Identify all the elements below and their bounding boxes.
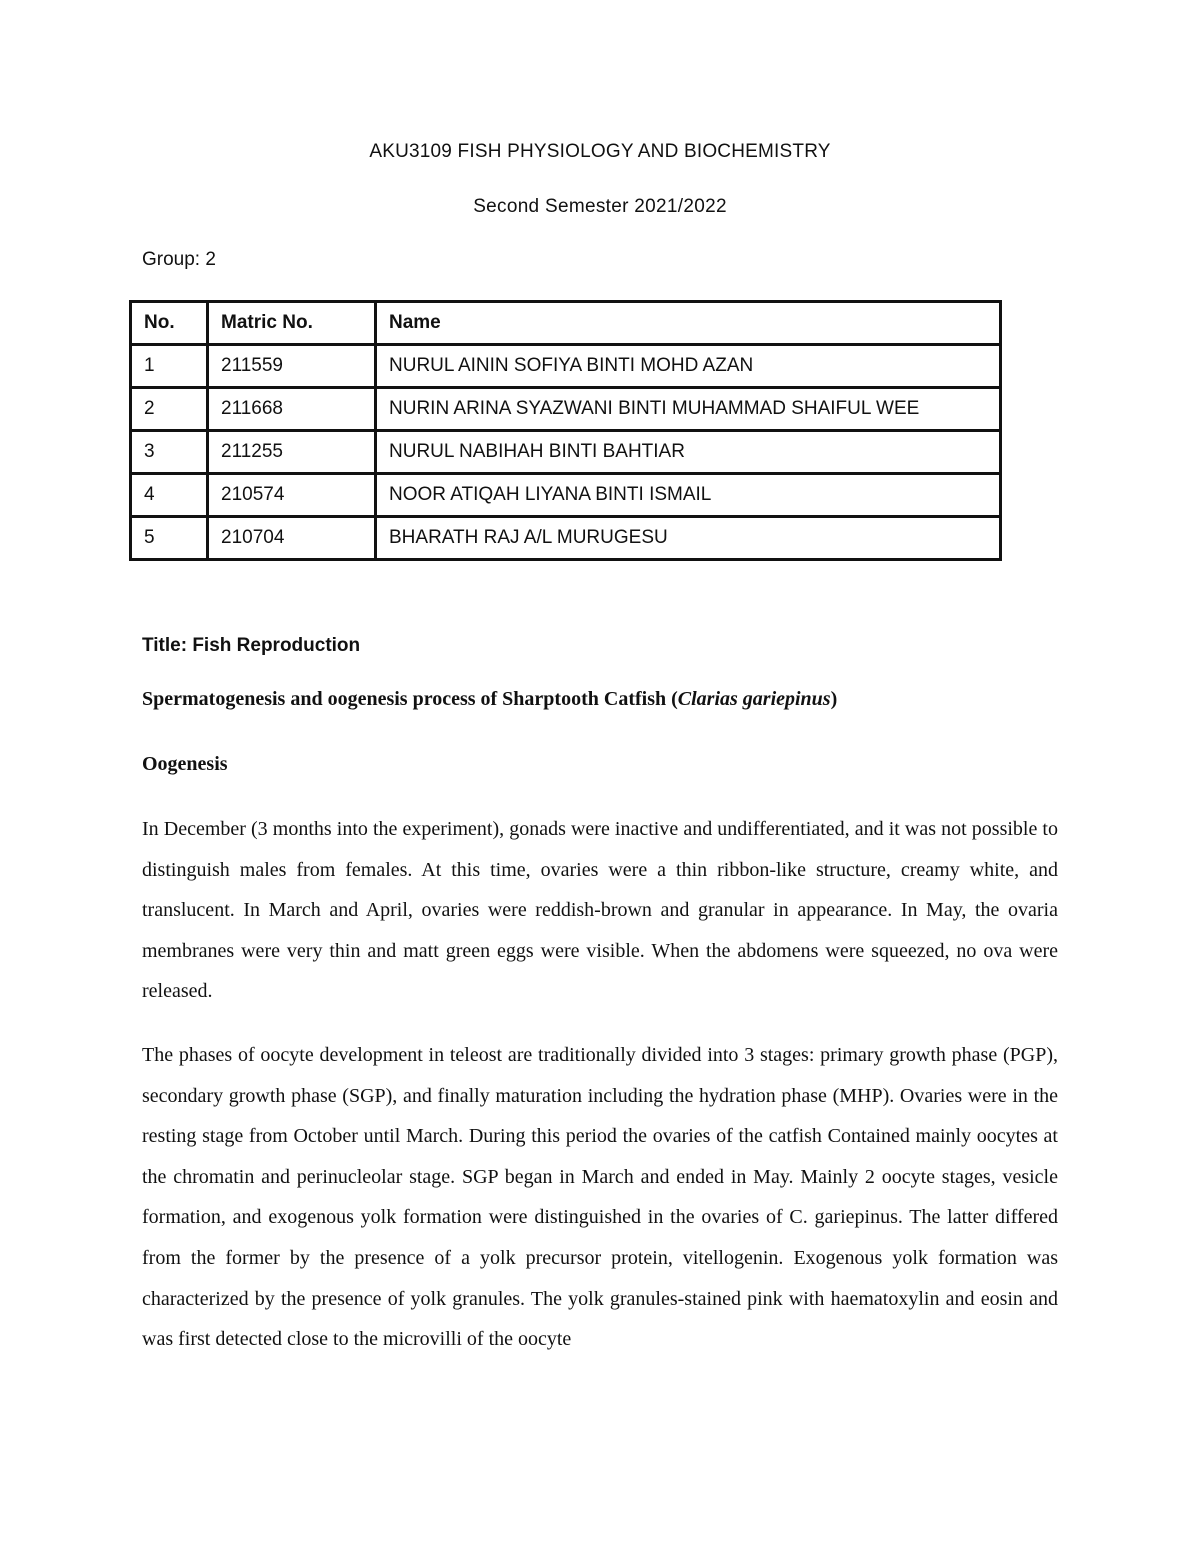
course-title: AKU3109 FISH PHYSIOLOGY AND BIOCHEMISTRY: [369, 141, 831, 162]
subtitle-suffix: ): [830, 688, 838, 710]
cell-matric-no: 210704: [208, 517, 376, 560]
cell-name: NOOR ATIQAH LIYANA BINTI ISMAIL: [376, 474, 1001, 517]
header-matric-no: Matric No.: [208, 302, 376, 345]
cell-matric-no: 210574: [208, 474, 376, 517]
members-table: [129, 300, 1002, 561]
group-line: Group: 2: [142, 249, 216, 270]
cell-name: NURIN ARINA SYAZWANI BINTI MUHAMMAD SHAIFUL WEE: [376, 388, 1001, 431]
cell-no: 2: [131, 388, 208, 431]
cell-no: 1: [131, 345, 208, 388]
table-row: [131, 517, 1001, 560]
cell-matric-no: 211255: [208, 431, 376, 474]
table-row: [131, 431, 1001, 474]
table-header-row: [131, 302, 1001, 345]
report-subtitle: [142, 688, 837, 711]
subtitle-prefix: Spermatogenesis and oogenesis process of Sharptooth Catfish (: [142, 688, 678, 710]
cell-no: 4: [131, 474, 208, 517]
cell-no: 3: [131, 431, 208, 474]
paragraph-1: In December (3 months into the experiment), gonads were inactive and undifferentiated, and it was not possible to distinguish males from females. At this time, ovaries were a thin ribbon-like structure, creamy white, and translucent. In March and April, ovaries were reddish-brown and granular in appearance. In May, the ovaria membranes were very thin and matt green eggs were visible. When the abdomens were squeezed, no ova were released.: [142, 818, 1058, 1003]
semester-line: Second Semester 2021/2022: [473, 196, 727, 217]
cell-no: 5: [131, 517, 208, 560]
cell-name: NURUL NABIHAH BINTI BAHTIAR: [376, 431, 1001, 474]
header-name: Name: [376, 302, 1001, 345]
paragraph-2: The phases of oocyte development in teleost are traditionally divided into 3 stages: primary growth phase (PGP), secondary growth phase (SGP), and finally maturation including the hydration phase (MHP). Ovaries were in the resting stage from October until March. During this period the ovaries of the catfish Contained mainly oocytes at the chromatin and perinucleolar stage. SGP began in March and ended in May. Mainly 2 oocyte stages, vesicle formation, and exogenous yolk formation were distinguished in the ovaries of C. gariepinus. The latter differed from the former by the presence of a yolk precursor protein, vitellogenin. Exogenous yolk formation was characterized by the presence of yolk granules. The yolk granules-stained pink with haematoxylin and eosin and was first detected close to the microvilli of the oocyte: [142, 1044, 1058, 1351]
table-row: [131, 474, 1001, 517]
report-title: Title: Fish Reproduction: [142, 635, 361, 656]
cell-name: BHARATH RAJ A/L MURUGESU: [376, 517, 1001, 560]
section-heading-oogenesis: Oogenesis: [142, 753, 228, 775]
header-no: No.: [131, 302, 208, 345]
table-row: [131, 388, 1001, 431]
cell-matric-no: 211668: [208, 388, 376, 431]
cell-matric-no: 211559: [208, 345, 376, 388]
cell-name: NURUL AININ SOFIYA BINTI MOHD AZAN: [376, 345, 1001, 388]
subtitle-species: Clarias gariepinus: [677, 688, 831, 710]
table-row: [131, 345, 1001, 388]
